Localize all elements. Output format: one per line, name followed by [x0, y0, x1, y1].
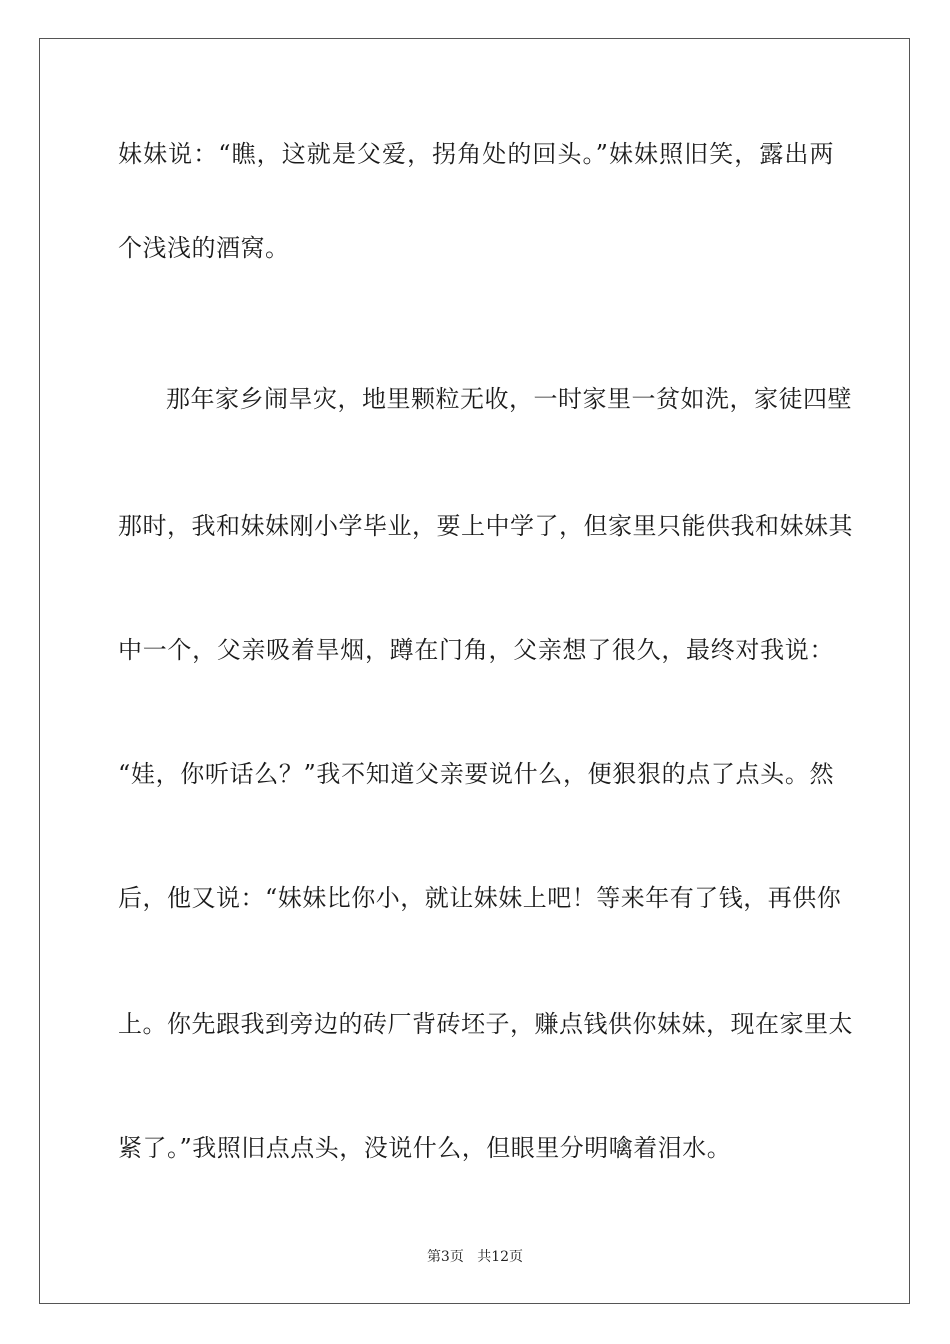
text-line-5: 中一个，父亲吸着旱烟，蹲在门角，父亲想了很久，最终对我说：	[118, 636, 834, 664]
page-frame	[39, 38, 910, 1304]
text-line-7: 后，他又说：“妹妹比你小，就让妹妹上吧！等来年有了钱，再供你	[118, 884, 842, 912]
text-line-1: 妹妹说：“瞧，这就是父爱，拐角处的回头。”妹妹照旧笑，露出两	[118, 140, 834, 168]
text-line-2: 个浅浅的酒窝。	[118, 234, 290, 262]
total-pages: 共12页	[477, 1249, 524, 1265]
text-line-3: 那年家乡闹旱灾，地里颗粒无收，一时家里一贫如洗，家徒四壁	[166, 385, 852, 413]
text-line-6: “娃，你听话么？”我不知道父亲要说什么，便狠狠的点了点头。然	[118, 760, 834, 788]
text-line-8: 上。你先跟我到旁边的砖厂背砖坯子，赚点钱供你妹妹，现在家里太	[118, 1010, 853, 1038]
text-line-4: 那时，我和妹妹刚小学毕业，要上中学了，但家里只能供我和妹妹其	[118, 512, 853, 540]
page-number: 第3页	[426, 1249, 464, 1265]
text-line-9: 紧了。”我照旧点点头，没说什么，但眼里分明噙着泪水。	[118, 1134, 732, 1162]
page-footer	[0, 1248, 950, 1266]
